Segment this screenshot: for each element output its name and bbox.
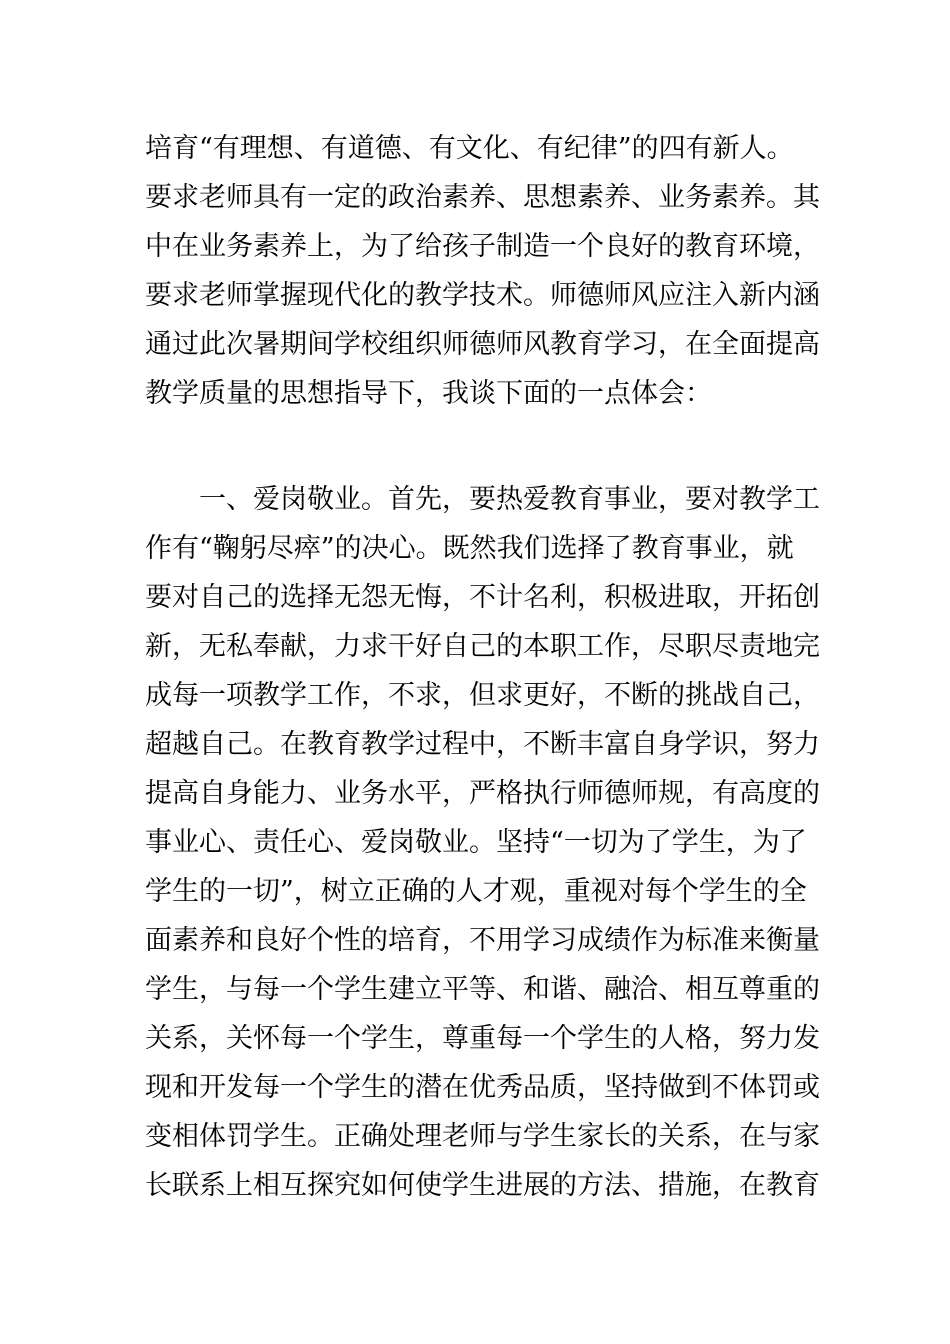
text-line: 学生的一切”，树立正确的人才观，重视对每个学生的全	[145, 876, 807, 907]
text-line: 面素养和良好个性的培育，不用学习成绩作为标准来衡量	[145, 925, 820, 956]
text-line: 要对自己的选择无怨无悔，不计名利，积极进取，开拓创	[145, 582, 820, 613]
text-line: 教学质量的思想指导下，我谈下面的一点体会：	[145, 378, 712, 409]
text-line: 学生，与每一个学生建立平等、和谐、融洽、相互尊重的	[145, 974, 820, 1005]
text-line: 一、爱岗敬业。首先，要热爱教育事业，要对教学工	[145, 484, 820, 515]
text-line: 新，无私奉献，力求干好自己的本职工作，尽职尽责地完	[145, 631, 820, 662]
text-line: 成每一项教学工作，不求，但求更好，不断的挑战自己，	[145, 680, 820, 711]
text-line: 长联系上相互探究如何使学生进展的方法、措施，在教育	[145, 1170, 820, 1201]
text-line: 要求老师具有一定的政治素养、思想素养、业务素养。其	[145, 182, 820, 213]
text-line: 通过此次暑期间学校组织师德师风教育学习，在全面提高	[145, 329, 820, 360]
text-line: 中在业务素养上，为了给孩子制造一个良好的教育环境，	[145, 231, 820, 262]
text-line: 关系，关怀每一个学生，尊重每一个学生的人格，努力发	[145, 1023, 820, 1054]
text-line: 提高自身能力、业务水平，严格执行师德师规，有高度的	[145, 778, 820, 809]
text-line: 作有“鞠躬尽瘁”的决心。既然我们选择了教育事业，就	[145, 533, 794, 564]
text-line: 要求老师掌握现代化的教学技术。师德师风应注入新内涵	[145, 280, 820, 311]
text-line: 超越自己。在教育教学过程中，不断丰富自身学识，努力	[145, 729, 820, 760]
text-line: 变相体罚学生。正确处理老师与学生家长的关系，在与家	[145, 1121, 820, 1152]
text-line: 现和开发每一个学生的潜在优秀品质，坚持做到不体罚或	[145, 1072, 820, 1103]
text-line: 培育“有理想、有道德、有文化、有纪律”的四有新人。	[145, 133, 794, 164]
text-line: 事业心、责任心、爱岗敬业。坚持“一切为了学生，为了	[145, 827, 807, 858]
